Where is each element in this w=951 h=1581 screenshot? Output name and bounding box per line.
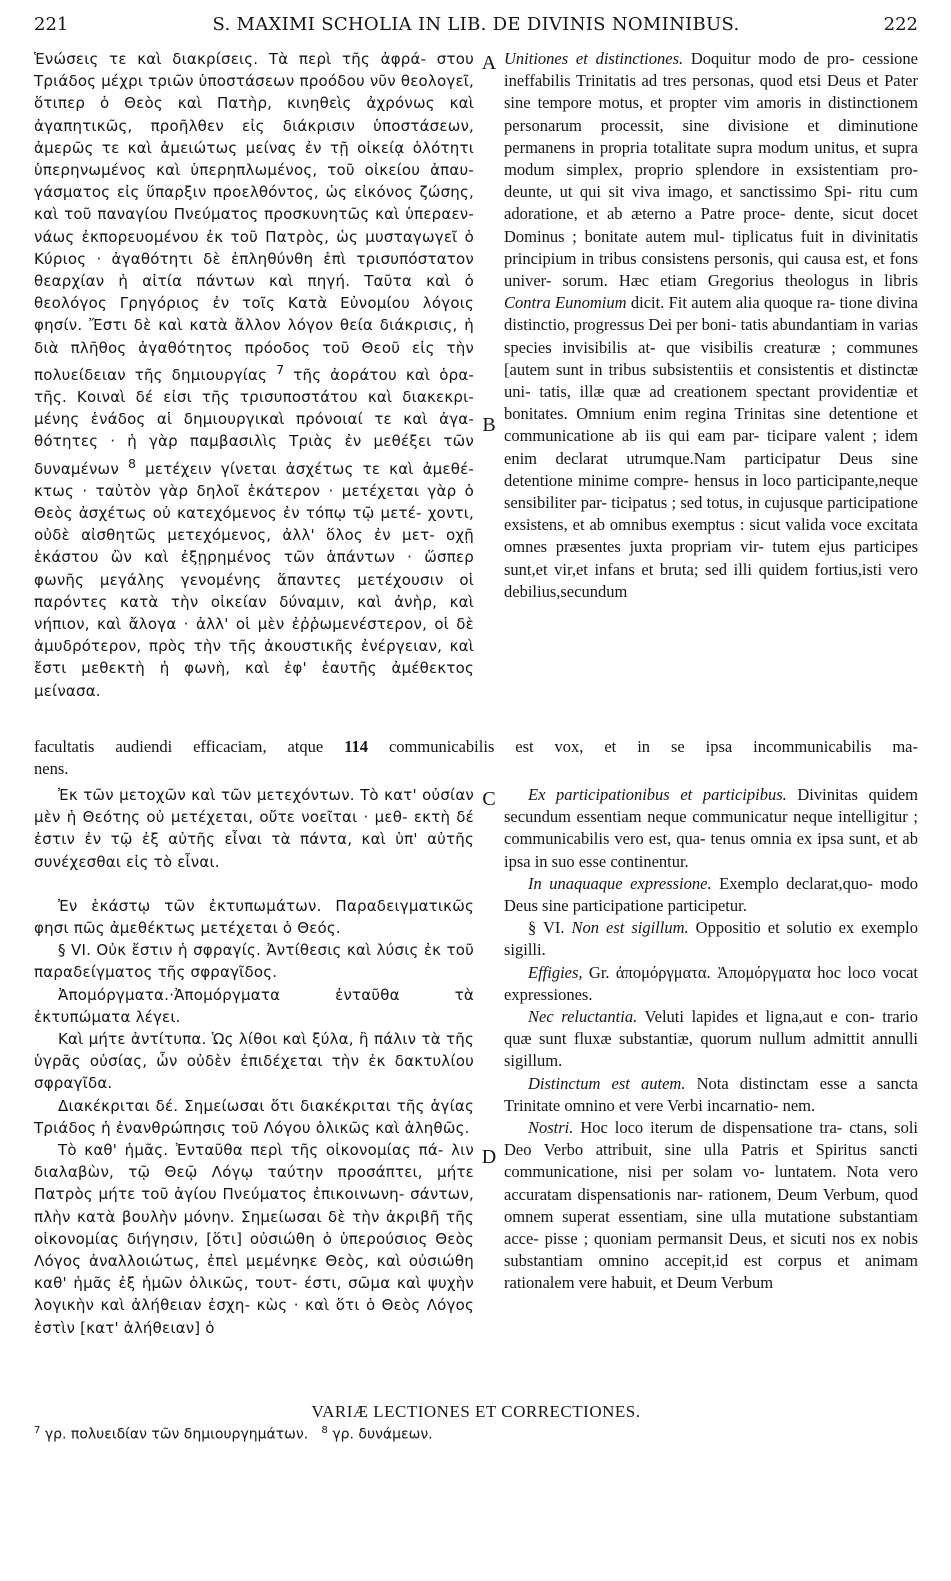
section-marker-b: B — [482, 414, 496, 436]
footnote-text: γρ. δυνάμεων. — [327, 1426, 433, 1443]
greek-scholion: Ἀπομόργματα.·Ἀπομόργματα ἐνταῦθα τὰ ἐκτυπώματα λέγει. — [34, 985, 474, 1026]
latin-paragraph: Unitiones et distinctiones. Doquitur modo de pro- cessione ineffabilis Trinitatis ad tres personas, quod etsi Deus et Pater sine tempore motus, et propter vim amoris in distinctionem personarum processit, sine divisione et diminutione permanens in propria totalitate supra modum unitus, et supra modum simplex, proprio splendore in exsistentiam pro- deunte, ut qui sit viva imago, et sanctissimo Spi- ritu cum adoratione, et ab æterno a Patre proce- dente, sicut docet Dominus ; bonitate autem mul- tiplicatus fuit in divinitatis principium in tribus consistens personis, qui causa est, et fons univer- sorum. Hæc etiam Gregorius theologus in libris Contra Eunomium dicit. Fit autem alia quoque ra- tione divina distinctio, progressus Dei per boni- tatis abundantiam in varias species invisibilis at- que visibilis creaturæ ; communes [autem sunt in tribus subsistentiis et consistentis et distinctæ uni- tatis, illæ quæ ad creationem spectant providentiæ et bonitates. Omnium enim regina Trinitas sine detentione et communicatione ab iis qui eam par- ticipare valent ; idem enim declarat utrumque.Nam participatur Deus sine detentione minime compre- hensus in loco participante,neque sensibiliter par- ticipatus ; sed totus, in cujusque participatione exsistens, et ab omnibus exemptus : sicut valida voce excitata omnes præsentes juxta propriam vir- tutem ejus participes sunt,et vir,et infans et bruta; sed illi quidem fortius,isti vero debilius,secundum — [504, 49, 919, 601]
latin-column-bottom — [504, 784, 918, 1295]
greek-column-top — [34, 48, 474, 702]
latin-scholion: Nostri. Hoc loco iterum de dispensatione tra- ctans, soli Deo Verbo attribuit, sine ulla Patris et Spiritus sancti communicatione, nisi per solam vo- luntatem. Nota vero accuratam dispensationis nar- rationem, Deum Verbum, quod omnem superat essentiam, sine ulla mutatione substantiam acce- pisse ; quoniam permansit Deus, et sicuti nos ex nobis substantiam omnino accepit,id est corpus et animam rationalem vere habuit, et Deum Verbum — [504, 1118, 918, 1293]
greek-scholion: Τὸ καθ' ἡμᾶς. Ἐνταῦθα περὶ τῆς οἰκονομίας πά- λιν διαλαβὼν, τῷ Θεῷ Λόγῳ ταύτην προσάπτει, μήτε Πατρὸς μήτε τοῦ ἁγίου Πνεύματος ἐπικοινωνη- σάντων, πλὴν κατὰ βουλὴν μόνην. Σημείωσαι δὲ τὴν ἀκριβῆ τῆς οἰκονομίας διήγησιν, [ὅτι] οὐσιώθη ὁ ὑπερούσιος Θεὸς Λόγος ἀναλλοιώτως, ἐπεὶ μεμένηκε Θεὸς, καὶ οὐσιώθη καθ' ἡμᾶς ἐξ ἡμῶν ὁλικῶς, τουτ- έστι, σῶμα καὶ ψυχὴν λογικὴν καὶ ἀλήθειαν ἐσχη- κὼς · καὶ ὅτι ὁ Θεὸς Λόγος ἐστὶν [κατ' ἀλήθειαν] ὁ — [34, 1141, 474, 1337]
variae-heading: VARIÆ LECTIONES ET CORRECTIONES. — [311, 1402, 641, 1421]
section-marker-d: D — [481, 1146, 497, 1168]
greek-scholion: § VI. Οὐκ ἔστιν ἡ σφραγίς. Ἀντίθεσις καὶ λύσις ἐκ τοῦ παραδείγματος τῆς σφραγῖδος. — [34, 941, 474, 982]
greek-column-bottom — [34, 784, 474, 1339]
footnote-ref: 8 — [127, 455, 137, 471]
page-number-right: 222 — [883, 14, 918, 35]
section-marker-c: C — [482, 788, 496, 810]
fullwidth-line: facultatis audiendi efficaciam, atque 114 communicabilis est vox, et in se ipsa incommunicabilis ma- — [34, 737, 918, 756]
running-title: S. MAXIMI SCHOLIA IN LIB. DE DIVINIS NOMINIBUS. — [212, 14, 740, 35]
latin-scholion: § VI. Non est sigillum. Oppositio et solutio ex exemplo sigilli. — [504, 918, 918, 960]
latin-scholion: In unaquaque expressione. Exemplo declarat,quo- modo Deus sine participatione participetur. — [504, 873, 918, 916]
fullwidth-line-end: nens. — [34, 759, 69, 778]
lemma: Unitiones et distinctiones. — [504, 49, 684, 68]
footnote-ref: 7 — [276, 361, 285, 377]
work-title: Contra Eunomium — [504, 293, 627, 313]
footnote-number: 8 — [321, 1425, 328, 1436]
greek-scholion: Καὶ μήτε ἀντίτυπα. Ὡς λίθοι καὶ ξύλα, ἢ πάλιν τὰ τῆς ὑγρᾶς οὐσίας, ὧν οὐδὲν ἐπιδέχεται τὴν ἐκ δακτυλίου σφραγῖδα. — [34, 1030, 474, 1093]
latin-scholion: Nec reluctantia. Veluti lapides et ligna,aut e con- trario quæ sunt fluxæ substantiæ, quorum nullum admittit annulli sigillum. — [504, 1007, 918, 1071]
greek-paragraph: Ἑνώσεις τε καὶ διακρίσεις. Τὰ περὶ τῆς ἀφρά- στου Τριάδος μέχρι τριῶν ὑποστάσεων προόδου νῦν θεολογεῖ, ὅτιπερ ὁ Θεὸς καὶ Πατὴρ, κινηθεὶς ἀχρόνως καὶ ἀγαπητικῶς, προῆλθεν εἰς διάκρισιν ὑποστάσεων, ἀμερῶς τε καὶ ἀμειώτως μείνας ἐν τῇ οἰκείᾳ ὁλότητι ὑπερηνωμένος καὶ ὑπερηπλωμένος, τοῦ οἰκείου ἀπαυ- γάσματος εἰς ὕπαρξιν προελθόντος, ὡς εἰκόνος ζώσης, καὶ τοῦ παναγίου Πνεύματος προσκυνητῶς καὶ ὑπεραεν- νάως ἐκπορευομένου ἐκ τοῦ Πατρὸς, ὡς μυσταγωγεῖ ὁ Κύριος · ἀγαθότητι δὲ ἐπληθύνθη ἐπὶ τρισυπόστατον θεαρχίαν ἡ αἰτία πάντων καὶ πηγή. Ταῦτα καὶ ὁ θεολόγος Γρηγόριος ἐν τοῖς Κατὰ Εὐνομίου λόγοις φησίν. Ἔστι δὲ καὶ κατὰ ἄλλον λόγον θεία διάκρισις, ἡ διὰ πλῆθος ἀγαθότητος πρόοδος τοῦ Θεοῦ εἰς τὴν πολυείδειαν τῆς δημιουργίας $^7$ τῆς ἀοράτου καὶ ὁρα- τῆς. Κοιναὶ δέ εἰσι τῆς τρισυποστάτου καὶ διακεκρι- μένης ἑνάδος αἱ δημιουργικαὶ πρόνοιαί τε καὶ ἀγα- θότητες · ἡ γὰρ παμβασιλὶς Τριὰς ἐν μεθέξει τῶν δυναμένων $^8$ μετέχειν γίνεται ἀσχέτως τε καὶ ἀμεθέ- κτως · ταὐτὸν γὰρ δηλοῖ ἑκάτερον · μετέχεται γὰρ ὁ Θεὸς ἀσχέτως οὐ κατεχόμενος ἐν τόπῳ τῷ μετέ- χοντι, οὐδὲ αἰσθητῶς μετεχόμενος, ἀλλ' ὅλος ἐν μετ- οχῇ ἑκάστου ὢν καὶ ἐξῃρημένος τῶν ἁπάντων · ὥσπερ φωνῆς μεγάλης γενομένης ἅπαντες μετέχουσιν οἱ παρόντες κατὰ τὴν οἰκείαν δύναμιν, καὶ ἀνὴρ, καὶ νήπιον, καὶ ἄλογα · ἀλλ' οἱ μὲν ἐῤῥωμενέστερον, οἱ δὲ ἀμυδρότερον, πρὸς τὴν τῆς ἀκουστικῆς ἐνέργειαν, καὶ ἔστι μεθεκτὴ ἡ φωνὴ, καὶ ἐφ' ἑαυτῆς ἀμέθεκτος μείνασα. — [34, 50, 475, 700]
page-header — [34, 14, 918, 40]
latin-scholion: Effigies, Gr. ἀπομόργματα. Ἀπομόργματα hoc loco vocat expressiones. — [504, 962, 918, 1004]
variae-footnotes — [34, 1425, 918, 1443]
latin-column-top — [504, 48, 918, 603]
greek-scholion: Διακέκριται δέ. Σημείωσαι ὅτι διακέκριται τῆς ἁγίας Τριάδος ἡ ἐνανθρώπησις τοῦ Λόγου ὁλικῶς καὶ ἀληθῶς. — [34, 1096, 474, 1137]
greek-scholion: Ἐκ τῶν μετοχῶν καὶ τῶν μετεχόντων. Τὸ κατ' οὐσίαν μὲν ἡ Θεότης οὐ μετέχεται, οὔτε νοεῖται · μεθ- εκτὴ δέ ἐστιν ἐν τῷ ἐξ αὐτῆς εἶναι τὰ πάντα, καὶ ὑπ' αὐτῆς συνέχεσθαι εἰς τὸ εἶναι. — [34, 786, 474, 871]
column-number: 114 — [344, 737, 369, 756]
latin-scholion: Distinctum est autem. Nota distinctam esse a sancta Trinitate omnino et vere Verbi incarnatio- nem. — [504, 1073, 918, 1115]
greek-scholion: Ἐν ἑκάστῳ τῶν ἐκτυπωμάτων. Παραδειγματικῶς φησι πῶς ἀμεθέκτως μετέχεται ὁ Θεός. — [34, 896, 474, 938]
latin-scholion: Ex participationibus et participibus. Divinitas quidem secundum essentiam neque communicatur neque intelligitur ; communicabilis vero est, qua- tenus omnia ex ipsa sunt, et ab ipsa in suo esse continentur. — [504, 785, 918, 871]
footnote-number: 7 — [34, 1425, 41, 1436]
section-marker-a: A — [481, 52, 497, 74]
footnote-text: γρ. πολυειδίαν τῶν δημιουργημάτων. — [40, 1426, 309, 1443]
page-number-left: 221 — [34, 14, 69, 35]
